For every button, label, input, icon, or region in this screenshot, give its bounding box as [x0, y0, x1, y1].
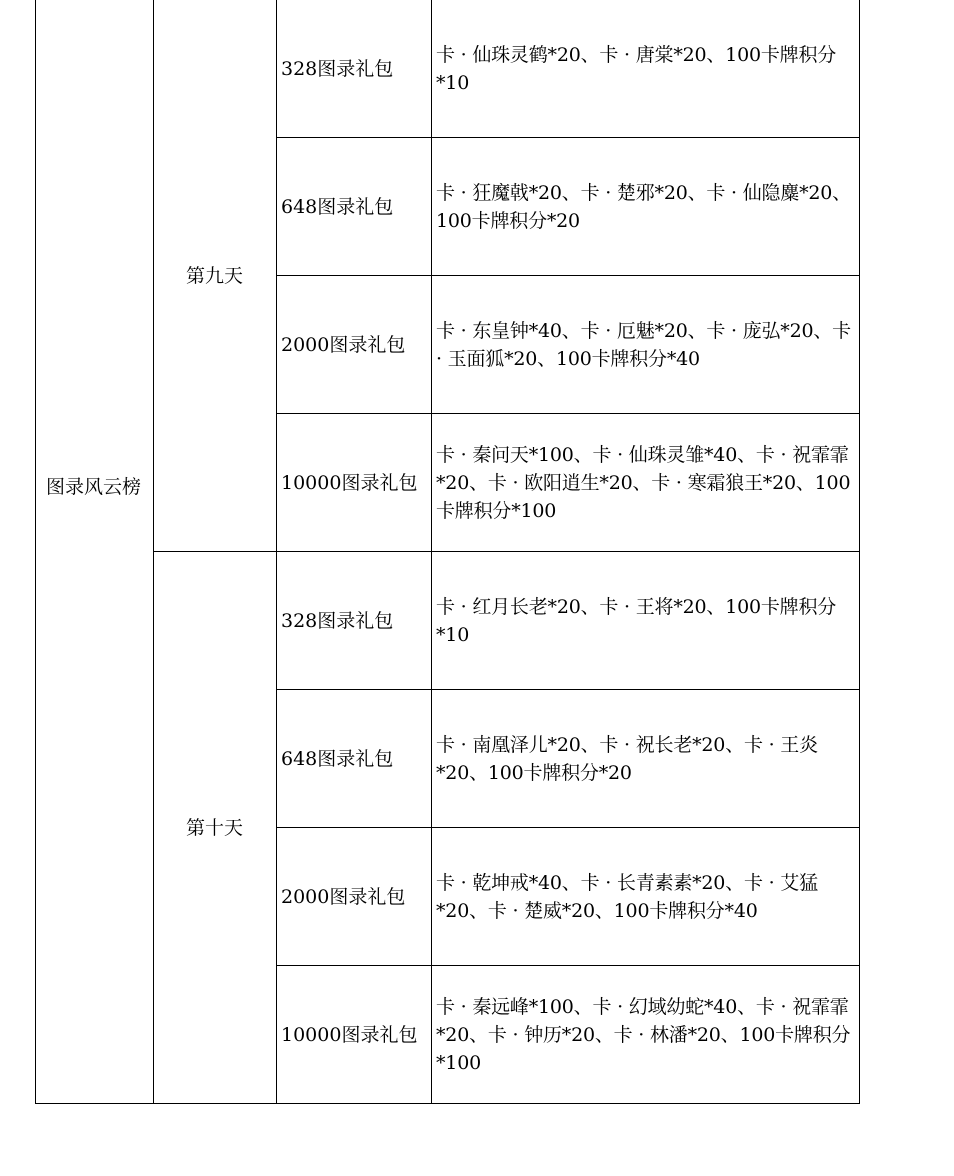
pack-content-cell: 卡 · 红月长老*20、卡 · 王将*20、100卡牌积分*10	[432, 552, 860, 690]
pack-name-cell: 648图录礼包	[277, 138, 432, 276]
pack-name-cell: 10000图录礼包	[277, 966, 432, 1104]
pack-content-cell: 卡 · 南凰泽儿*20、卡 · 祝长老*20、卡 · 王炎*20、100卡牌积分*20	[432, 690, 860, 828]
pack-name-cell: 2000图录礼包	[277, 276, 432, 414]
day-label-cell: 第九天	[154, 0, 277, 552]
table-row	[36, 552, 860, 690]
pack-name-cell: 648图录礼包	[277, 690, 432, 828]
pack-content-cell: 卡 · 乾坤戒*40、卡 · 长青素素*20、卡 · 艾猛*20、卡 · 楚威*20、100卡牌积分*40	[432, 828, 860, 966]
pack-content-cell: 卡 · 秦远峰*100、卡 · 幻域幼蛇*40、卡 · 祝霏霏*20、卡 · 钟历*20、卡 · 林潘*20、100卡牌积分*100	[432, 966, 860, 1104]
day-label-cell: 第十天	[154, 552, 277, 1104]
pack-name-cell: 328图录礼包	[277, 552, 432, 690]
pack-content-cell: 卡 · 狂魔戟*20、卡 · 楚邪*20、卡 · 仙隐麋*20、100卡牌积分*20	[432, 138, 860, 276]
pack-name-cell: 10000图录礼包	[277, 414, 432, 552]
pack-content-cell: 卡 · 东皇钟*40、卡 · 厄魅*20、卡 · 庞弘*20、卡 · 玉面狐*20、100卡牌积分*40	[432, 276, 860, 414]
table-row	[36, 0, 860, 138]
pack-name-cell: 328图录礼包	[277, 0, 432, 138]
pack-content-cell: 卡 · 秦问天*100、卡 · 仙珠灵雏*40、卡 · 祝霏霏*20、卡 · 欧阳逍生*20、卡 · 寒霜狼王*20、100卡牌积分*100	[432, 414, 860, 552]
ranking-name-cell: 图录风云榜	[36, 0, 154, 1104]
pack-content-cell: 卡 · 仙珠灵鹤*20、卡 · 唐棠*20、100卡牌积分*10	[432, 0, 860, 138]
rewards-table	[35, 0, 860, 1104]
pack-name-cell: 2000图录礼包	[277, 828, 432, 966]
